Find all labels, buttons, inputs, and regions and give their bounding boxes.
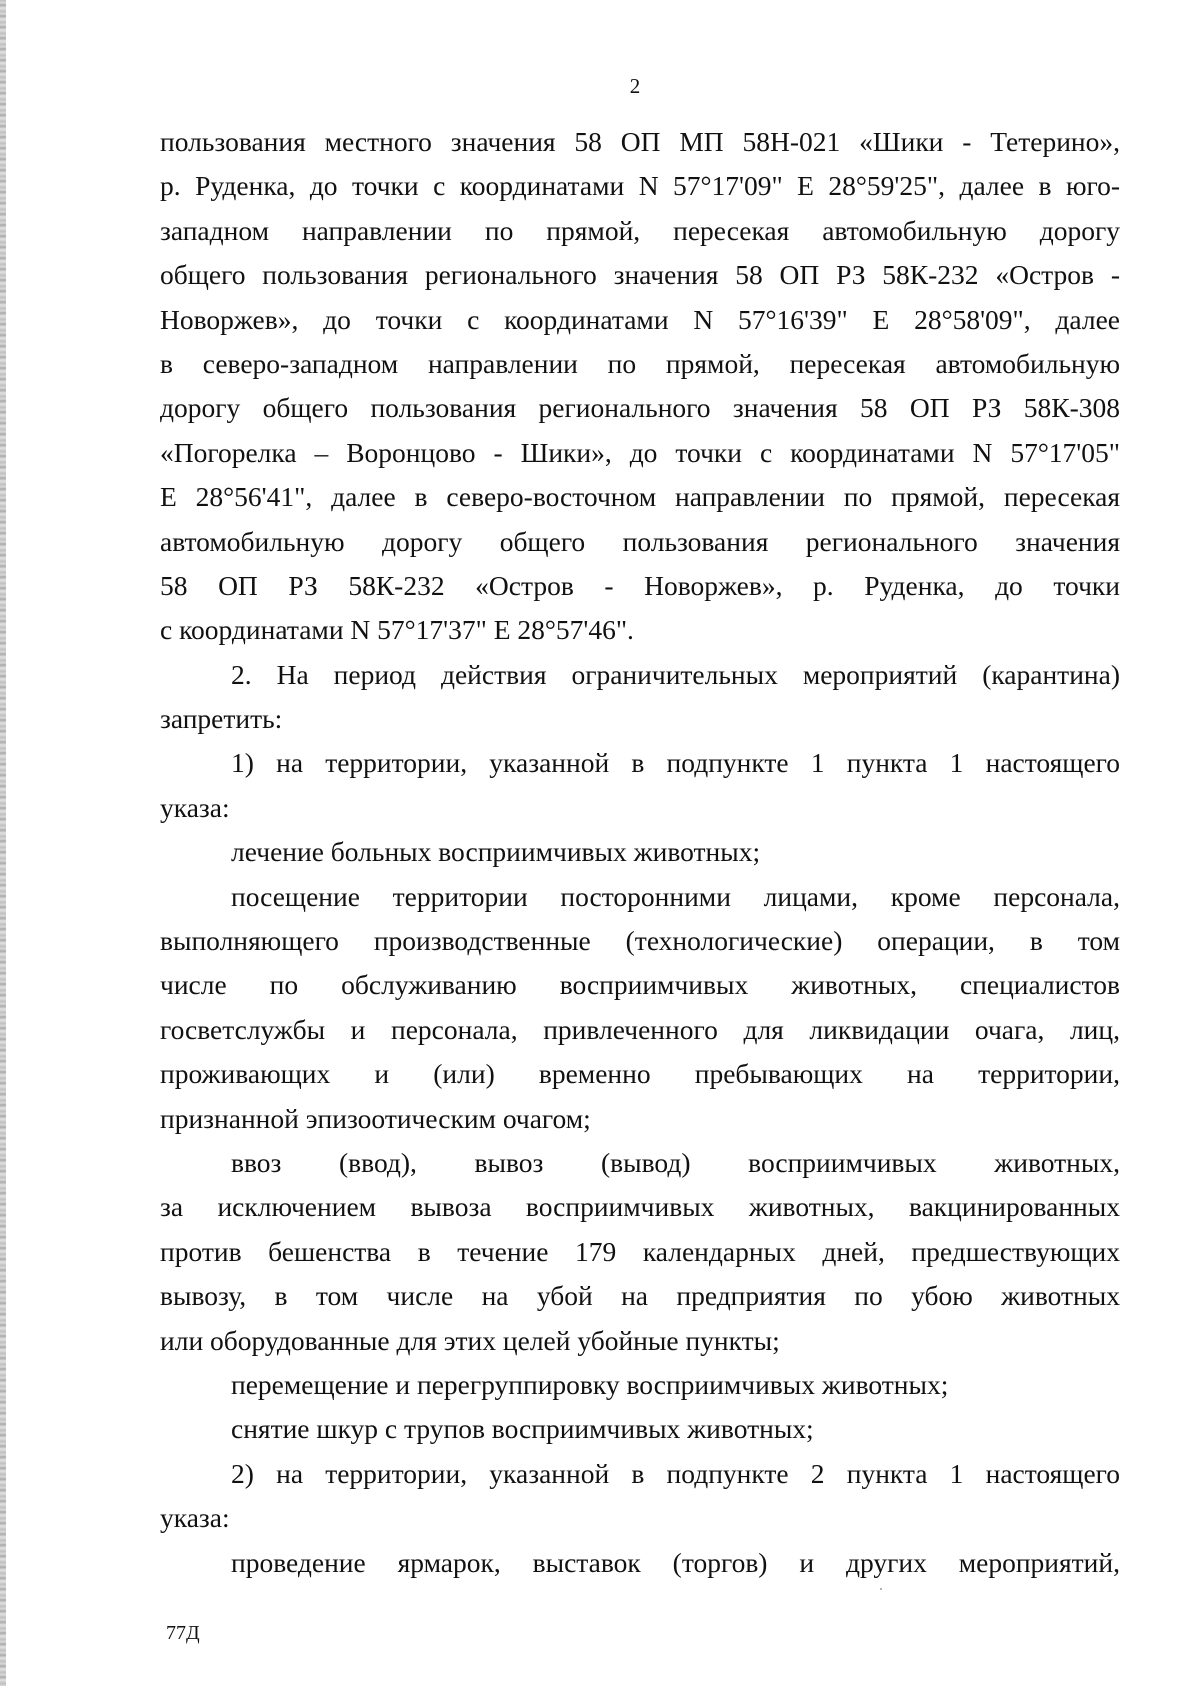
text-line: указа: (160, 1502, 230, 1534)
text-line: снятие шкур с трупов восприимчивых животных; (231, 1413, 814, 1445)
page-number: 2 (629, 74, 641, 98)
text-line: госветслужбы и персонала, привлеченного для ликвидации очага, лиц, (160, 1013, 1120, 1045)
text-line: «Погорелка – Воронцово - Шики», до точки с координатами N 57°17'05" (160, 436, 1120, 468)
text-line: выполняющего производственные (технологические) операции, в том (160, 925, 1120, 957)
text-line: посещение территории посторонними лицами, кроме персонала, (231, 880, 1120, 912)
text-line: проживающих и (или) временно пребывающих на территории, (160, 1058, 1120, 1090)
text-line: ввоз (ввод), вывоз (вывод) восприимчивых животных, (231, 1146, 1120, 1178)
scan-edge (0, 0, 6, 1686)
text-line: 58 ОП РЗ 58К-232 «Остров - Новоржев», р. Руденка, до точки (160, 569, 1120, 601)
text-line: проведение ярмарок, выставок (торгов) и других мероприятий, (231, 1546, 1120, 1578)
text-line: 2. На период действия ограничительных мероприятий (карантина) (231, 658, 1120, 690)
text-line: автомобильную дорогу общего пользования регионального значения (160, 525, 1120, 557)
footer-code: 77Д (166, 1622, 200, 1644)
text-line: в северо-западном направлении по прямой, пересекая автомобильную (160, 347, 1120, 379)
text-line: или оборудованные для этих целей убойные пункты; (160, 1324, 780, 1356)
text-line: западном направлении по прямой, пересекая автомобильную дорогу (160, 214, 1120, 246)
text-line: указа: (160, 791, 230, 823)
text-line: за исключением вывоза восприимчивых животных, вакцинированных (160, 1191, 1120, 1223)
text-line: общего пользования регионального значения 58 ОП РЗ 58К-232 «Остров - (160, 259, 1120, 291)
text-line: E 28°56'41", далее в северо-восточном направлении по прямой, пересекая (160, 481, 1120, 513)
text-line: против бешенства в течение 179 календарных дней, предшествующих (160, 1235, 1120, 1267)
text-line: Новоржев», до точки с координатами N 57°16'39" E 28°58'09", далее (160, 303, 1120, 335)
text-line: с координатами N 57°17'37" E 28°57'46". (160, 614, 634, 646)
text-line: 1) на территории, указанной в подпункте 1 пункта 1 настоящего (231, 747, 1120, 779)
text-line: признанной эпизоотическим очагом; (160, 1102, 591, 1134)
document-body (160, 120, 1120, 1585)
text-line: лечение больных восприимчивых животных; (231, 836, 761, 868)
text-line: вывозу, в том числе на убой на предприятия по убою животных (160, 1280, 1120, 1312)
scan-speck (880, 1588, 882, 1590)
text-line: перемещение и перегруппировку восприимчивых животных; (231, 1368, 949, 1400)
text-line: числе по обслуживанию восприимчивых животных, специалистов (160, 969, 1120, 1001)
text-line: р. Руденка, до точки с координатами N 57°17'09" E 28°59'25", далее в юго- (160, 170, 1120, 202)
text-line: запретить: (160, 703, 283, 735)
text-line: 2) на территории, указанной в подпункте 2 пункта 1 настоящего (231, 1457, 1120, 1489)
text-line: дорогу общего пользования регионального значения 58 ОП РЗ 58К-308 (160, 392, 1120, 424)
text-line: пользования местного значения 58 ОП МП 58Н-021 «Шики - Тетерино», (160, 126, 1120, 157)
